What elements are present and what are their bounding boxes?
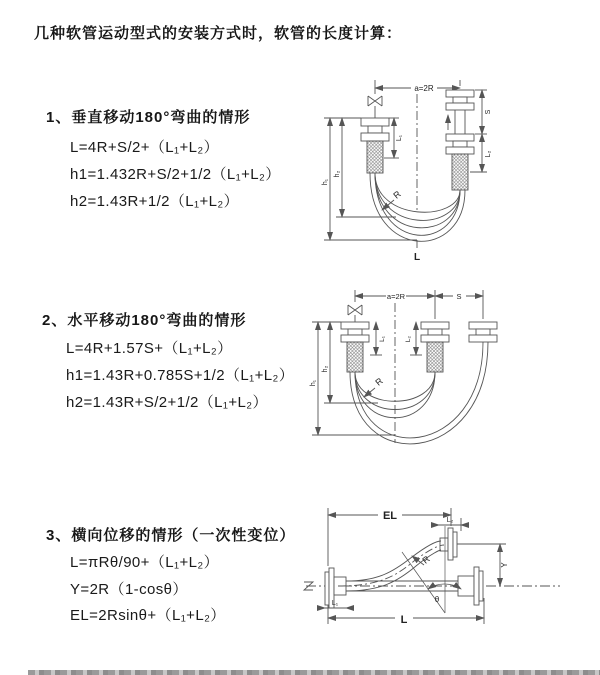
dimension-a2R — [355, 290, 483, 319]
d3-dim-l1-label: L₁ — [331, 600, 339, 607]
d1-dim-h2-label: h₂ — [334, 170, 341, 178]
d2-dim-h2-label: h₂ — [322, 365, 329, 373]
section2-formula-h2: h2=1.43R+S/2+1/2（L₁+L₂） — [66, 394, 268, 411]
d2-dim-h1-label: h₁ — [310, 379, 317, 387]
section3-formula-L: L=πRθ/90+（L₁+L₂） — [70, 554, 219, 571]
d1-radius-label: R — [391, 188, 403, 201]
d3-dim-y-label: Y — [500, 562, 509, 568]
page-title: 几种软管运动型式的安装方式时，软管的长度计算： — [34, 25, 403, 42]
d3-radius-label: R — [420, 553, 432, 566]
section2-heading: 2、水平移动180°弯曲的情形 — [42, 312, 247, 329]
d1-dim-h1-label: h₁ — [322, 178, 329, 186]
d1-dim-s-label: S — [485, 109, 492, 115]
section1-formula-L: L=4R+S/2+（L₁+L₂） — [70, 139, 220, 156]
right-fitting — [446, 90, 474, 190]
upper-flange — [440, 528, 457, 560]
d3-length-label: L — [400, 614, 408, 626]
scan-artifact-bar — [28, 670, 600, 675]
valve-icon — [348, 305, 362, 322]
d3-dim-el-label: EL — [382, 510, 398, 522]
section3-heading: 3、横向位移的情形（一次性变位） — [46, 527, 296, 544]
d1-dim-l2-label: L₂ — [485, 150, 492, 158]
section1-formula-h1: h1=1.432R+S/2+1/2（L₁+L₂） — [70, 166, 281, 183]
section2-formula-L: L=4R+1.57S+（L₁+L₂） — [66, 340, 233, 357]
section2-formula-h1: h1=1.43R+0.785S+1/2（L₁+L₂） — [66, 367, 295, 384]
d2-dim-l1-label: L₁ — [379, 336, 386, 342]
d2-radius-label: R — [373, 375, 385, 388]
left-fitting — [361, 118, 389, 173]
left-fitting — [341, 322, 369, 372]
section3-formula-EL: EL=2Rsinθ+（L₁+L₂） — [70, 607, 226, 624]
d3-dim-l2-label: L₂ — [446, 517, 454, 524]
hose-curve — [338, 541, 444, 591]
valve-icon — [368, 96, 382, 118]
section1-formula-h2: h2=1.43R+1/2（L₁+L₂） — [70, 193, 240, 210]
diagram-lateral-displacement — [298, 498, 596, 668]
middle-fitting — [421, 322, 449, 372]
d2-dim-a-label: a=2R — [386, 292, 406, 301]
hose-curves — [370, 173, 465, 241]
d1-dim-a-label: a=2R — [414, 84, 434, 93]
section3-formula-Y: Y=2R（1-cosθ） — [70, 581, 188, 598]
d2-dim-l2-label: L₂ — [405, 335, 412, 343]
d1-dim-l1-label: L₁ — [396, 134, 403, 142]
right-flange — [458, 567, 483, 605]
d1-length-label: L — [413, 252, 421, 263]
right-fitting — [469, 322, 497, 342]
d3-theta-label: θ — [434, 595, 440, 604]
section1-heading: 1、垂直移动180°弯曲的情形 — [46, 109, 251, 126]
diagram-horizontal-180-bend — [298, 283, 596, 468]
hose-curves — [350, 342, 488, 444]
d2-dim-s-label: S — [456, 292, 462, 301]
diagram-vertical-180-bend — [298, 70, 590, 265]
